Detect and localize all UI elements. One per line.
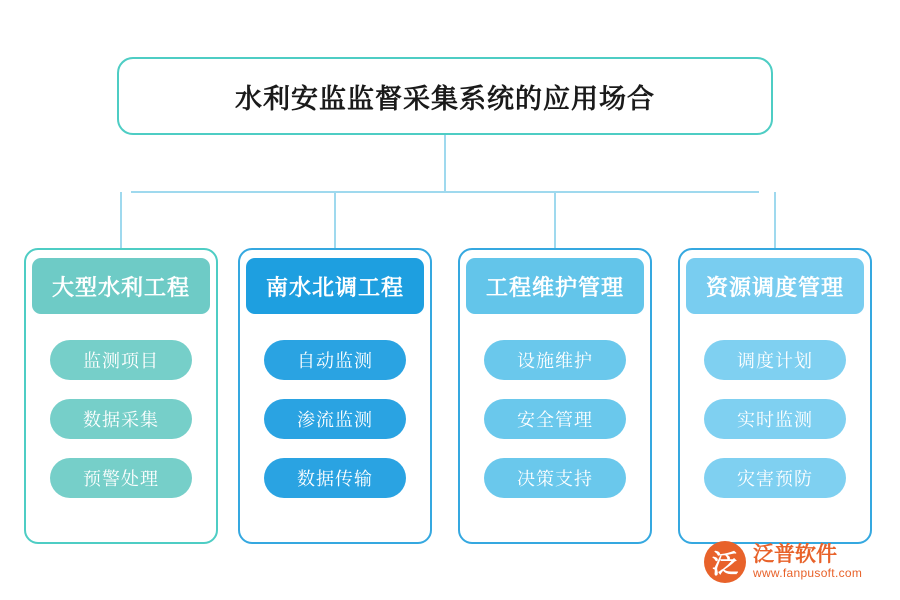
branch-item: 安全管理 <box>484 399 626 439</box>
branch-item: 灾害预防 <box>704 458 846 498</box>
watermark-logo <box>704 536 884 588</box>
branch-column-1 <box>24 248 218 544</box>
branch-header-4: 资源调度管理 <box>686 258 864 314</box>
branch-item: 监测项目 <box>50 340 192 380</box>
branch-column-3 <box>458 248 652 544</box>
branch-item: 设施维护 <box>484 340 626 380</box>
branch-item: 数据传输 <box>264 458 406 498</box>
root-node-title: 水利安监监督采集系统的应用场合 <box>235 83 655 114</box>
branch-item: 调度计划 <box>704 340 846 380</box>
branch-item: 预警处理 <box>50 458 192 498</box>
branch-header-3: 工程维护管理 <box>466 258 644 314</box>
branch-item: 数据采集 <box>50 399 192 439</box>
branch-item: 决策支持 <box>484 458 626 498</box>
logo-text <box>753 543 862 582</box>
branch-column-2 <box>238 248 432 544</box>
logo-company-name: 泛普软件 <box>753 542 837 566</box>
logo-icon: 泛 <box>704 541 746 583</box>
logo-website-url: www.fanpusoft.com <box>753 565 863 580</box>
branch-header-1: 大型水利工程 <box>32 258 210 314</box>
branch-column-4 <box>678 248 872 544</box>
branch-header-2: 南水北调工程 <box>246 258 424 314</box>
root-node <box>117 57 773 135</box>
branch-item: 实时监测 <box>704 399 846 439</box>
branch-item: 渗流监测 <box>264 399 406 439</box>
branch-item: 自动监测 <box>264 340 406 380</box>
